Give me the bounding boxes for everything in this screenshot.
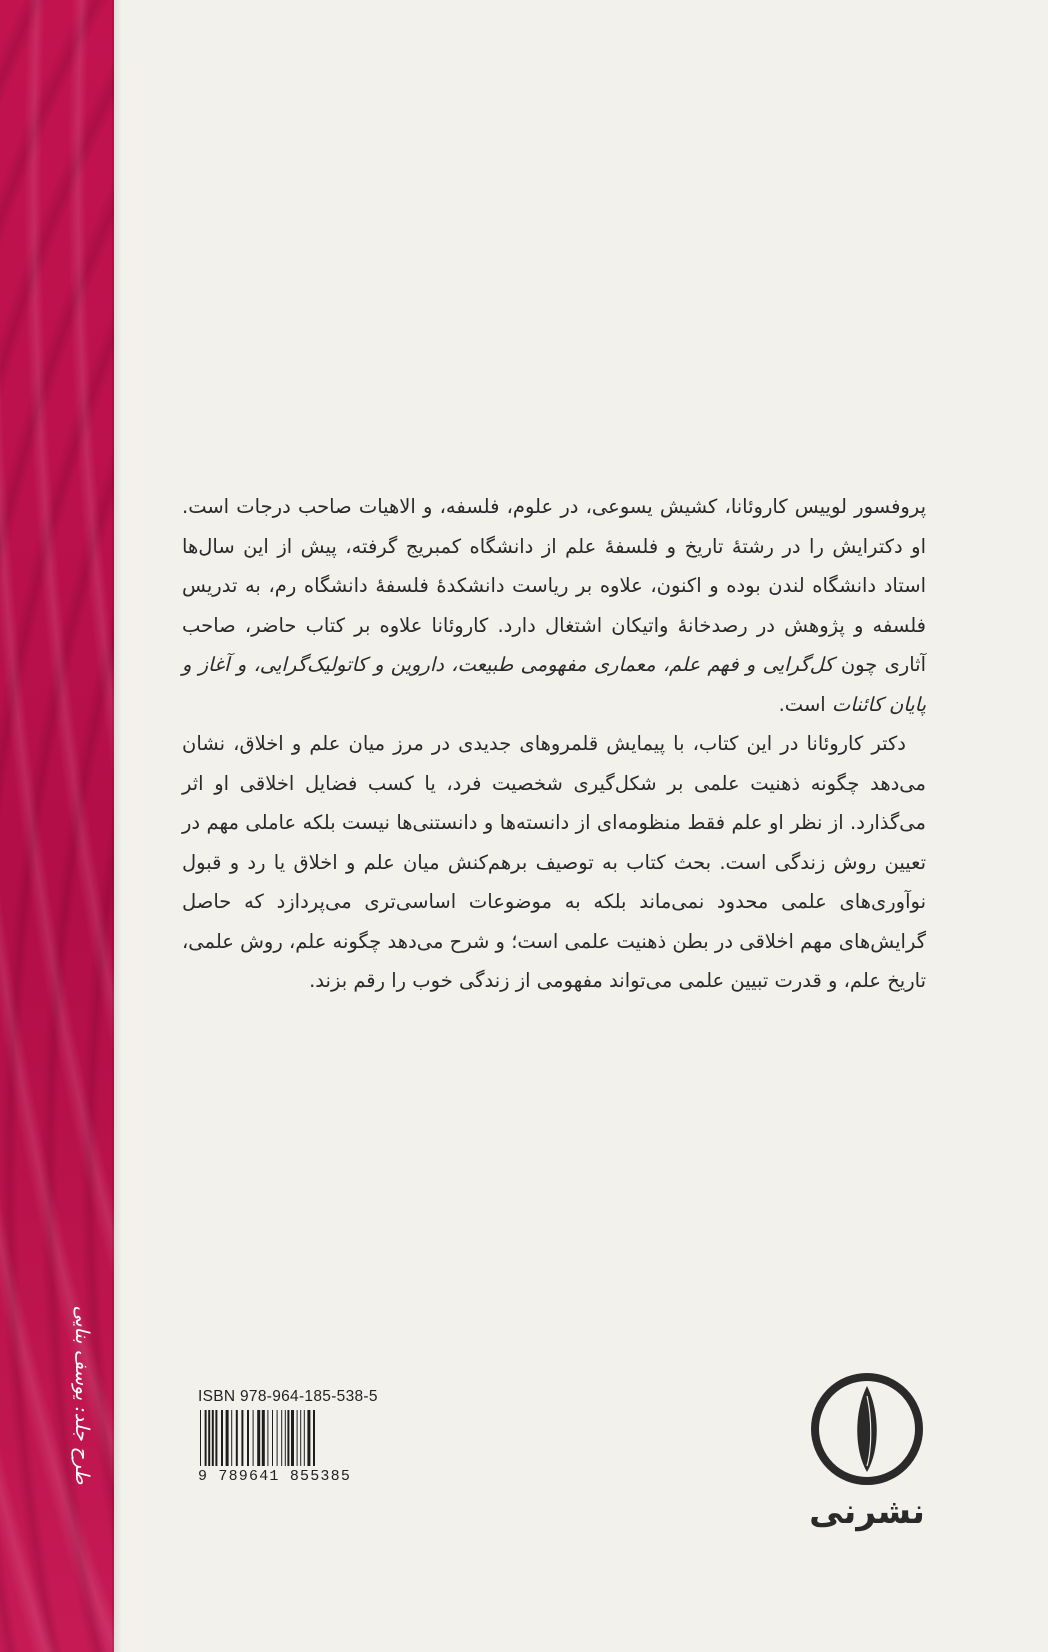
cover-design-credit: [40, 1300, 120, 1510]
blurb-p1-intro: پروفسور لوییس کاروئانا، کشیش یسوعی، در علوم، فلسفه، و الاهیات صاحب درجات است. او دکترایش را در رشتهٔ تاریخ و فلسفهٔ علم از دانشگاه کمبریج گرفته، پیش از این سال‌ها استاد دانشگاه لندن بوده و اکنون، علاوه بر ریاست دانشکدهٔ فلسفهٔ دانشگاه رم، به تدریس فلسفه و پژوهش در رصدخانهٔ واتیکان اشتغال دارد. کاروئانا علاوه بر کتاب حاضر، صاحب آثاری چون: [182, 495, 926, 676]
blurb-paragraph-2: دکتر کاروئانا در این کتاب، با پیمایش قلمروهای جدیدی در مرز میان علم و اخلاق، نشان می‌دهد چگونه ذهنیت علمی بر شکل‌گیری شخصیت فرد، یا کسب فضایل اخلاقی او اثر می‌گذارد. از نظر او علم فقط منظومه‌ای از دانسته‌ها و دانستنی‌ها نیست بلکه عاملی مهم در تعیین روش زندگی است. بحث کتاب به توصیف برهم‌کنش میان علم و اخلاق یا رد و قبول نوآوری‌های علمی محدود نمی‌ماند بلکه به موضوعات اساسی‌تری می‌پردازد که حاصل گرایش‌های مهم اخلاقی در بطن ذهنیت علمی است؛ و شرح می‌دهد چگونه علم، روش علمی، تاریخ علم، و قدرت تبیین علمی می‌تواند مفهومی از زندگی خوب را رقم بزند.: [182, 732, 926, 992]
spine-band: [0, 0, 114, 1652]
blurb-text: [182, 487, 926, 1001]
barcode-icon: [198, 1410, 374, 1466]
barcode-digits: 9 789641 855385: [198, 1468, 352, 1485]
isbn-label: ISBN 978-964-185-538-5: [198, 1388, 378, 1405]
publisher-name: نشرنی: [809, 1492, 925, 1532]
blurb-p1-end: است.: [778, 692, 826, 716]
reed-leaf-logo-icon: [806, 1368, 928, 1490]
cover-design-credit-text: طرح جلد: یوسف بنایی: [71, 1305, 93, 1485]
blurb-paragraph-1: [182, 487, 926, 724]
isbn-block: [198, 1388, 378, 1486]
blurb-p1-book-titles: کل‌گرایی و فهم علم، معماری مفهومی طبیعت، داروین و کاتولیک‌گرایی، و آغاز و پایان کائنات: [182, 653, 926, 716]
publisher-logo: [806, 1368, 928, 1538]
